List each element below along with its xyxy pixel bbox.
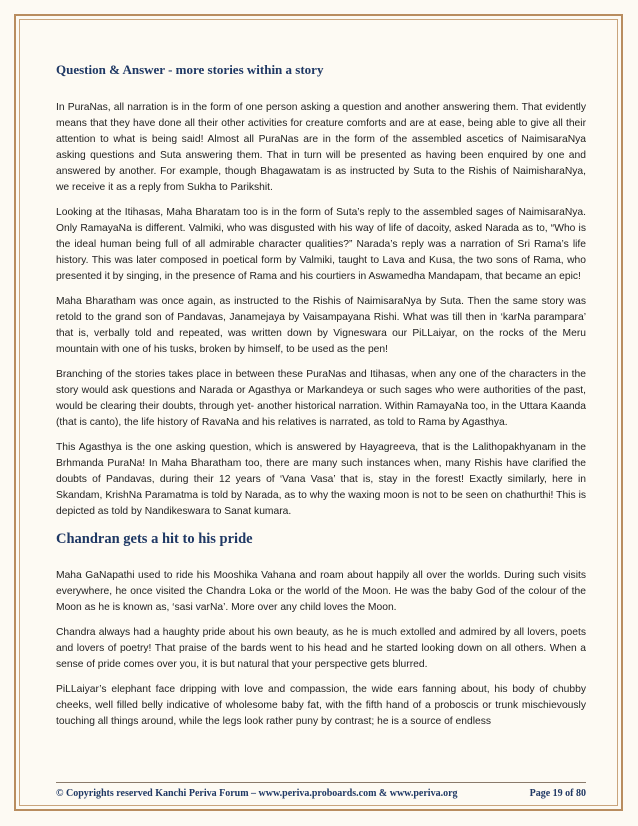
footer-page-number: Page 19 of 80 (529, 788, 586, 799)
section-heading-chandran: Chandran gets a hit to his pride (56, 531, 253, 547)
paragraph: In PuraNas, all narration is in the form of one person asking a question and another answering them. That evidently means that they have done all their other activities for creature comforts and are at ease, being able to give all their attention to what is being said! Almost all PuraNas are in the form of the assembled ascetics of NaimisaraNya asking questions and Suta answering them. That in turn will be presented as having been enquired by one and answered by another. For example, though Bhagawatam is as instructed by Suta to the Rishis of NaimisharaNya, we receive it as a reply from Sukha to Parikshit. (56, 102, 586, 193)
paragraph: Looking at the Itihasas, Maha Bharatam too is in the form of Suta’s reply to the assembled sages of NaimisaraNya. Only RamayaNa is different. Valmiki, who was disgusted with his way of life of dacoity, asked Narada as to, “Who is the ideal human being full of all admirable character qualities?” Narada’s reply was a narration of Sri Rama’s life history. This was later composed in poetical form by Valmiki, taught to Lava and Kusa, the two sons of Rama, who presented it by singing, in the presence of Rama and his courtiers in Aswamedha Mandapam, that became an epic! (56, 207, 586, 282)
paragraph: Branching of the stories takes place in between these PuraNas and Itihasas, when any one of the characters in the story would ask questions and Narada or Agasthya or Markandeya or such sages who were authorities of the past, would be clearing their doubts, through yet- another historical narration. Within RamayaNa too, in the Uttara Kaanda (that is canto), the life history of RavaNa and his relatives is narrated, as told to Rama by Agasthya. (56, 369, 586, 428)
paragraph: Chandra always had a haughty pride about his own beauty, as he is much extolled and admired by all lovers, poets and lovers of poetry! That praise of the bards went to his head and he started looking down on all others. When a sense of pride comes over you, it is but natural that your perspective gets blurred. (56, 627, 586, 670)
section-heading-question-answer: Question & Answer - more stories within a story (56, 62, 324, 77)
page-content (56, 62, 586, 739)
footer-copyright: © Copyrights reserved Kanchi Periva Forum – www.periva.proboards.com & www.periva.org (56, 788, 458, 799)
paragraph: This Agasthya is the one asking question, which is answered by Hayagreeva, that is the Lalithopakhyanam in the Brhmanda PuraNa! In Maha Bharatham too, there are many such instances when, many Rishis have clarified the doubts of Pandavas, during their 12 years of ‘Vana Vasa’ that is, stay in the forest! Exactly similarly, here in Skandam, KrishNa Paramatma is told by Narada, as to why the waxing moon is not to be seen on chathurthi! This is depicted as told by Nandikeswara to Sanat kumara. (56, 442, 586, 517)
paragraph: Maha Bharatham was once again, as instructed to the Rishis of NaimisaraNya by Suta. Then the same story was retold to the grand son of Pandavas, Janamejaya by Vaisampayana Rishi. What was till then in ‘karNa parampara’ that is, verbally told and repeated, was written down by Vigneswara our PiLLaiyar, on the rocks of the Meru mountain with one of his tusks, broken by himself, to be used as the pen! (56, 296, 586, 355)
paragraph: PiLLaiyar’s elephant face dripping with love and compassion, the wide ears fanning about, his body of chubby cheeks, well filled belly indicative of wholesome baby fat, with the fifth hand of a proboscis or trunk mischievously touching all things around, while the legs look rather puny by contrast; he is a source of endless (56, 684, 586, 727)
page-footer (56, 782, 586, 799)
paragraph: Maha GaNapathi used to ride his Mooshika Vahana and roam about happily all over the worlds. During such visits everywhere, he once visited the Chandra Loka or the world of the Moon. He was the baby God of the colour of the Moon as he is known as, ‘sasi varNa’. More over any child loves the Moon. (56, 570, 586, 613)
